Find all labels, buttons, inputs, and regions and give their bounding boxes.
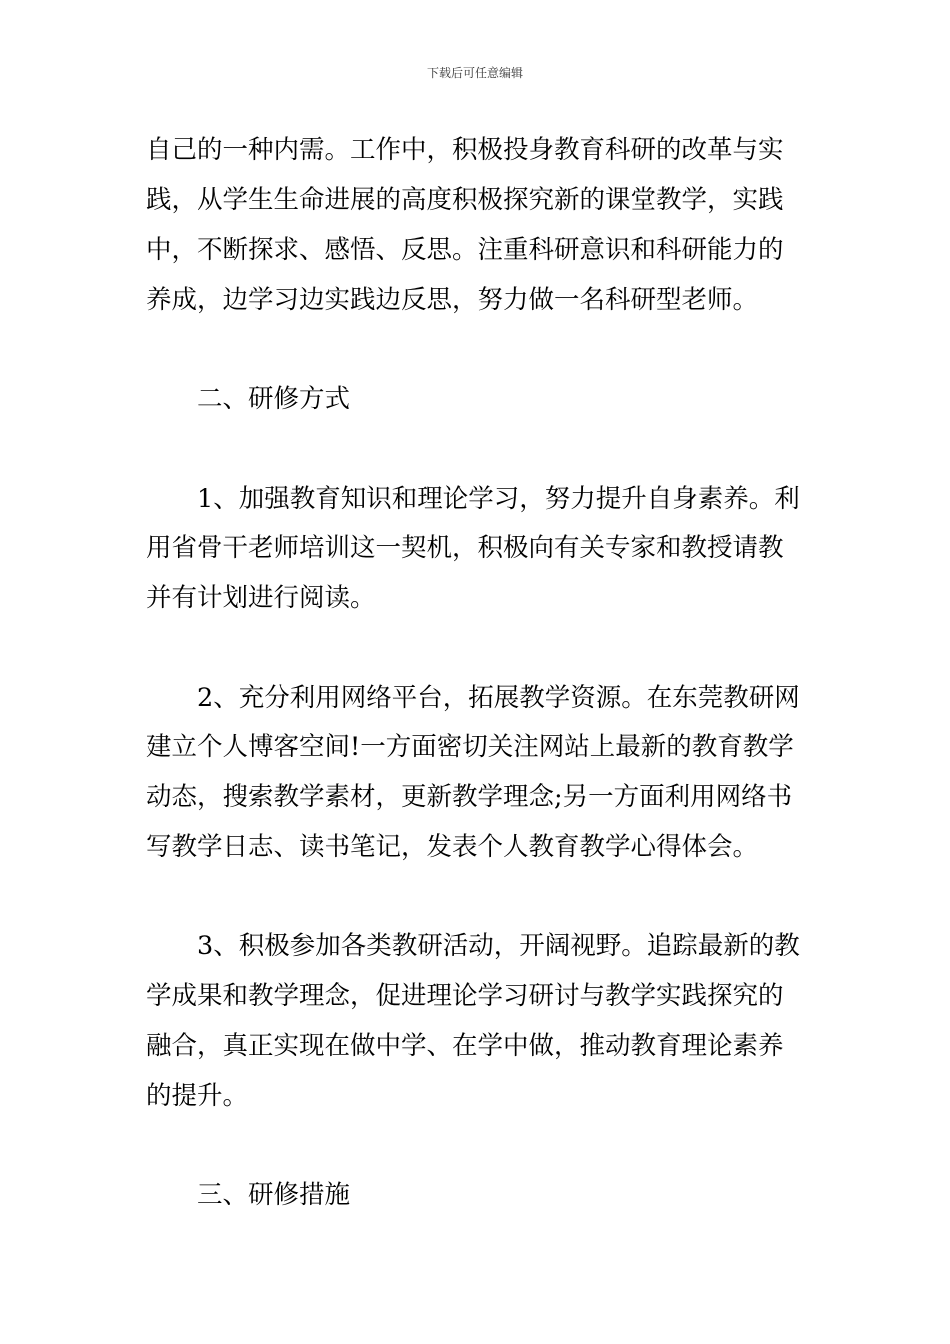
text-line: 建立个人博客空间!一方面密切关注网站上最新的教育教学 [146,732,794,762]
text-line: 3、积极参加各类教研活动，开阔视野。追踪最新的教 [146,931,800,961]
text-line: 动态，搜索教学素材，更新教学理念;另一方面利用网络书 [146,782,793,812]
text-line: 2、充分利用网络平台，拓展教学资源。在东莞教研网 [146,683,800,713]
text-line: 中，不断探求、感悟、反思。注重科研意识和科研能力的 [146,235,784,265]
text-line: 养成，边学习边实践边反思，努力做一名科研型老师。 [146,285,759,315]
text-line: 1、加强教育知识和理论学习，努力提升自身素养。利 [146,484,800,514]
page-header: 下载后可任意编辑 [426,66,523,80]
text-line: 的提升。 [146,1081,249,1111]
text-line: 学成果和教学理念，促进理论学习研讨与教学实践探究的 [146,981,784,1011]
text-line: 并有计划进行阅读。 [146,583,376,613]
text-line: 写教学日志、读书笔记，发表个人教育教学心得体会。 [146,832,759,862]
text-line: 自己的一种内需。工作中，积极投身教育科研的改革与实 [146,135,784,165]
heading-line: 二、研修方式 [146,384,351,414]
text-line: 用省骨干老师培训这一契机，积极向有关专家和教授请教 [146,533,784,563]
text-line: 践，从学生生命进展的高度积极探究新的课堂教学，实践 [146,185,784,215]
heading-line: 三、研修措施 [146,1180,351,1210]
text-line: 融合，真正实现在做中学、在学中做，推动教育理论素养 [146,1031,784,1061]
